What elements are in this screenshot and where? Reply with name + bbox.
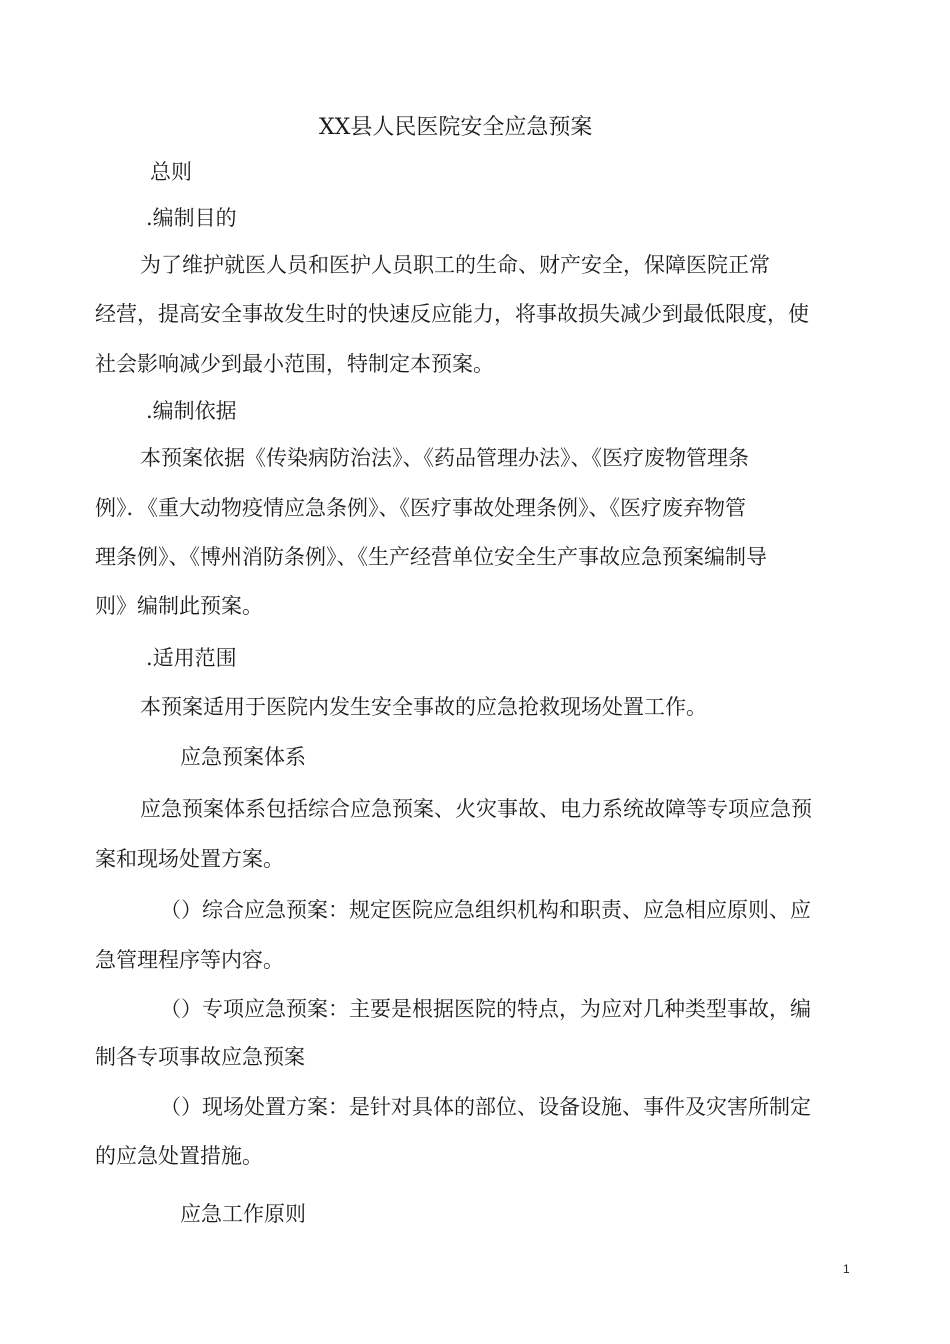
paragraph-line: 理条例》、《博州消防条例》、《生产经营单位安全生产事故应急预案编制导 <box>95 545 767 569</box>
heading-general: 总则 <box>150 160 192 184</box>
list-item-line: （）综合应急预案：规定医院应急组织机构和职责、应急相应原则、应 <box>160 898 811 922</box>
list-item-line: （）专项应急预案：主要是根据医院的特点，为应对几种类型事故，编 <box>160 997 811 1021</box>
paragraph-line: 为了维护就医人员和医护人员职工的生命、财产安全，保障医院正常 <box>140 253 770 277</box>
page-number: 1 <box>843 1262 850 1276</box>
paragraph-line: 本预案适用于医院内发生安全事故的应急抢救现场处置工作。 <box>140 695 707 719</box>
heading-plan-system: 应急预案体系 <box>180 745 306 769</box>
heading-basis: .编制依据 <box>146 399 237 423</box>
paragraph-line: 本预案依据《传染病防治法》、《药品管理办法》、《医疗废物管理条 <box>140 446 749 470</box>
heading-purpose: .编制目的 <box>146 206 237 230</box>
paragraph-line: 社会影响减少到最小范围，特制定本预案。 <box>95 352 494 376</box>
heading-work-principles: 应急工作原则 <box>180 1202 306 1226</box>
paragraph-line: 应急预案体系包括综合应急预案、火灾事故、电力系统故障等专项应急预 <box>140 797 812 821</box>
paragraph-line: 经营，提高安全事故发生时的快速反应能力，将事故损失减少到最低限度，使 <box>95 302 809 326</box>
paragraph-line: 则》编制此预案。 <box>95 594 263 618</box>
paragraph-line: 案和现场处置方案。 <box>95 847 284 871</box>
paragraph-line: 例》．《重大动物疫情应急条例》、《医疗事故处理条例》、《医疗废弃物管 <box>95 496 746 520</box>
list-item-line: 的应急处置措施。 <box>95 1144 263 1168</box>
list-item-line: （）现场处置方案：是针对具体的部位、设备设施、事件及灾害所制定 <box>160 1095 811 1119</box>
list-item-line: 急管理程序等内容。 <box>95 948 284 972</box>
document-title: XX县人民医院安全应急预案 <box>319 115 593 140</box>
list-item-line: 制各专项事故应急预案 <box>95 1045 305 1069</box>
heading-scope: .适用范围 <box>146 646 237 670</box>
